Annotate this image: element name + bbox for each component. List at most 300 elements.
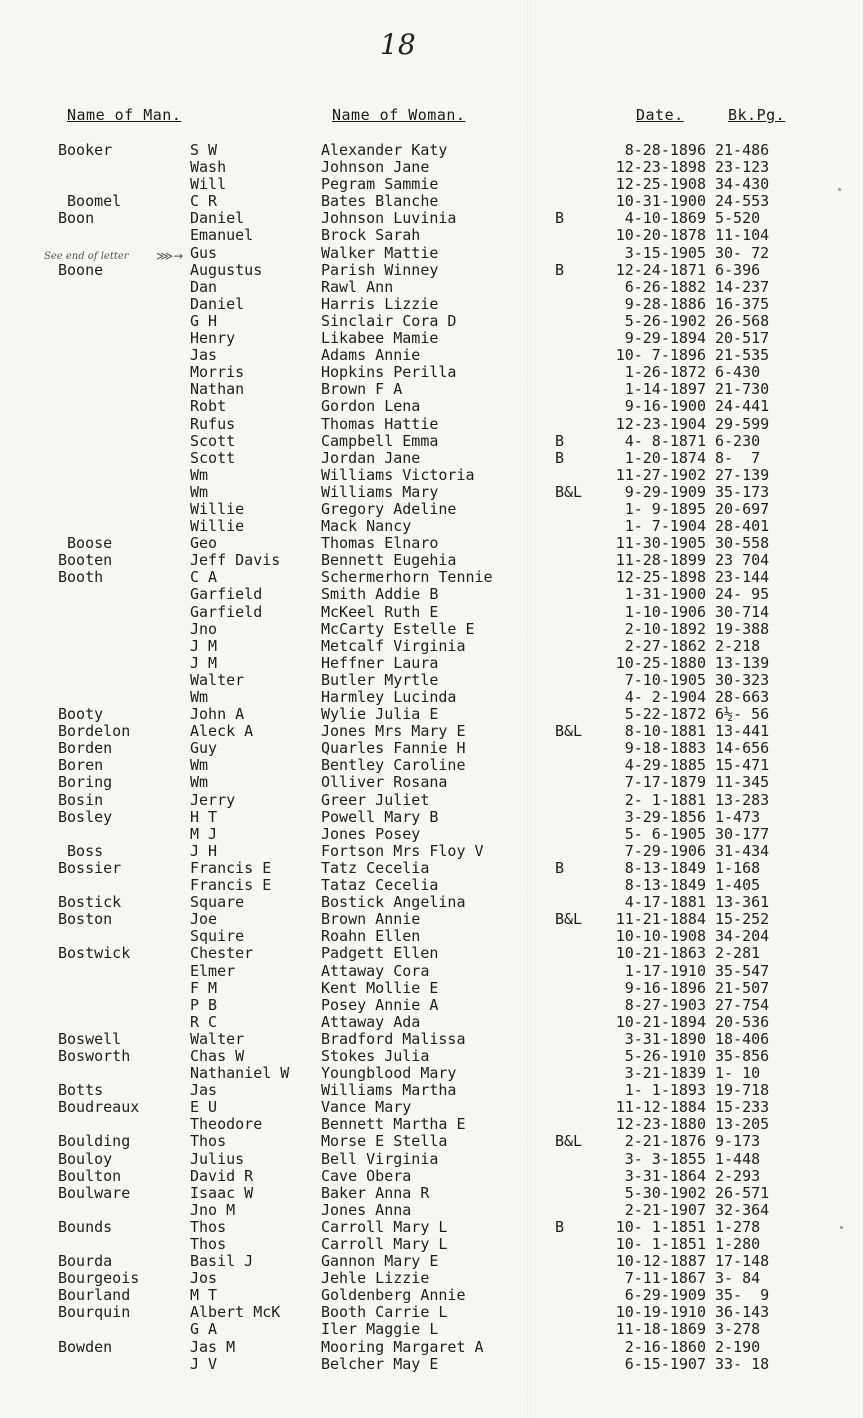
list-item xyxy=(0,245,864,262)
woman-name: Brown F A xyxy=(321,380,403,399)
man-surname: Boulton xyxy=(58,1166,122,1185)
man-given-name: Jeff Davis xyxy=(190,551,281,570)
marriage-date: 9-29-1894 xyxy=(624,329,706,348)
marriage-date: 5-22-1872 xyxy=(624,705,706,724)
woman-name: Bradford Malissa xyxy=(321,1029,466,1048)
marriage-date: 10-20-1878 xyxy=(615,226,706,245)
list-item xyxy=(0,1339,864,1356)
marriage-date: 11-27-1902 xyxy=(615,465,706,484)
race-code: B&L xyxy=(555,1132,583,1151)
man-given-name: Francis E xyxy=(190,858,272,877)
marriage-date: 10-10-1908 xyxy=(615,927,706,946)
marriage-date: 7-11-1867 xyxy=(624,1269,706,1288)
marriage-date: 9-28-1886 xyxy=(624,294,706,313)
man-surname: Bourland xyxy=(58,1286,131,1305)
book-page: 6-396 xyxy=(715,260,761,279)
man-surname: Boring xyxy=(58,773,113,792)
man-surname: Boswell xyxy=(58,1029,122,1048)
man-surname: Bourgeois xyxy=(58,1269,140,1288)
man-surname: Bourquin xyxy=(58,1303,131,1322)
man-given-name: F M xyxy=(190,978,218,997)
woman-name: Fortson Mrs Floy V xyxy=(321,841,484,860)
woman-name: Brown Annie xyxy=(321,910,421,929)
book-page: 23-123 xyxy=(715,158,770,177)
man-given-name: Thos xyxy=(190,1132,227,1151)
woman-name: Bennett Eugehia xyxy=(321,551,457,570)
marriage-date: 3-31-1864 xyxy=(624,1166,706,1185)
marriage-date: 3-31-1890 xyxy=(624,1029,706,1048)
man-given-name: Willie xyxy=(190,517,245,536)
man-surname: Boudreaux xyxy=(58,1098,140,1117)
woman-name: Brock Sarah xyxy=(321,226,421,245)
marriage-date: 5-30-1902 xyxy=(624,1183,706,1202)
race-code: B&L xyxy=(555,910,583,929)
woman-name: Smith Addie B xyxy=(321,585,439,604)
marriage-date: 8-13-1849 xyxy=(624,876,706,895)
man-surname: Bordelon xyxy=(58,722,131,741)
book-page: 1-280 xyxy=(715,1235,761,1253)
book-page: 5-520 xyxy=(715,209,761,228)
book-page: 24-553 xyxy=(715,192,770,211)
woman-name: Harmley Lucinda xyxy=(321,688,457,706)
man-given-name: Jno M xyxy=(190,1200,236,1219)
man-given-name: Willie xyxy=(190,499,245,518)
man-given-name: J M xyxy=(190,653,218,672)
list-item xyxy=(0,963,864,980)
man-given-name: P B xyxy=(190,995,218,1014)
marriage-date: 2-16-1860 xyxy=(624,1337,706,1356)
book-page: 21-507 xyxy=(715,978,770,997)
list-item xyxy=(0,193,864,210)
marriage-date: 7-29-1906 xyxy=(624,841,706,860)
man-surname: Booten xyxy=(58,551,113,570)
marriage-date: 3-29-1856 xyxy=(624,807,706,826)
woman-name: Carroll Mary L xyxy=(321,1217,448,1236)
man-given-name: Augustus xyxy=(190,260,263,279)
man-surname: Boon xyxy=(58,209,95,228)
book-page: 14-237 xyxy=(715,277,770,296)
woman-name: McKeel Ruth E xyxy=(321,602,439,621)
list-item xyxy=(0,723,864,740)
book-page: 27-754 xyxy=(715,995,770,1014)
man-given-name: Gus xyxy=(190,243,218,262)
woman-name: Metcalf Virginia xyxy=(321,636,466,655)
book-page: 32-364 xyxy=(715,1200,770,1219)
man-given-name: Jas xyxy=(190,1081,218,1100)
woman-name: Carroll Mary L xyxy=(321,1235,448,1253)
list-item xyxy=(0,552,864,569)
book-page: 30- 72 xyxy=(715,243,770,262)
book-page: 17-148 xyxy=(715,1252,770,1271)
marriage-date: 1-10-1906 xyxy=(624,602,706,621)
header-name-of-man: Name of Man. xyxy=(67,106,182,124)
list-item xyxy=(0,997,864,1014)
list-item xyxy=(0,1065,864,1082)
list-item xyxy=(0,1099,864,1116)
man-surname: Botts xyxy=(58,1081,104,1100)
man-given-name: Jerry xyxy=(190,790,236,809)
book-page: 35- 9 xyxy=(715,1286,770,1305)
man-surname: Bounds xyxy=(58,1217,113,1236)
list-item xyxy=(0,296,864,313)
book-page: 2-281 xyxy=(715,944,761,963)
book-page: 2-293 xyxy=(715,1166,761,1185)
marriage-date: 4- 8-1871 xyxy=(624,431,706,450)
list-item xyxy=(0,467,864,484)
woman-name: Johnson Jane xyxy=(321,158,430,177)
race-code: B xyxy=(555,858,565,877)
man-given-name: Wm xyxy=(190,773,209,792)
man-surname: Booker xyxy=(58,141,113,159)
book-page: 8- 7 xyxy=(715,448,761,467)
woman-name: Butler Myrtle xyxy=(321,670,439,689)
list-item xyxy=(0,450,864,467)
list-item xyxy=(0,330,864,347)
book-page: 16-375 xyxy=(715,294,770,313)
woman-name: Jordan Jane xyxy=(321,448,421,467)
woman-name: Gregory Adeline xyxy=(321,499,457,518)
man-given-name: Squire xyxy=(190,927,245,946)
man-given-name: Henry xyxy=(190,329,236,348)
woman-name: Attaway Cora xyxy=(321,961,430,980)
race-code: B&L xyxy=(555,722,583,741)
marriage-date: 12-24-1871 xyxy=(615,260,706,279)
book-page: 20-536 xyxy=(715,1012,770,1031)
man-given-name: Wm xyxy=(190,482,209,501)
man-given-name: C A xyxy=(190,568,218,587)
list-item xyxy=(0,1082,864,1099)
marriage-date: 3- 3-1855 xyxy=(624,1149,706,1168)
book-page: 11-104 xyxy=(715,226,770,245)
list-item xyxy=(0,843,864,860)
book-page: 14-656 xyxy=(715,739,770,758)
woman-name: Tataz Cecelia xyxy=(321,876,439,895)
book-page: 24- 95 xyxy=(715,585,770,604)
book-page: 9-173 xyxy=(715,1132,761,1151)
man-given-name: R C xyxy=(190,1012,218,1031)
book-page: 21-535 xyxy=(715,346,770,365)
list-item xyxy=(0,1287,864,1304)
marriage-date: 9-16-1900 xyxy=(624,397,706,416)
list-item xyxy=(0,689,864,706)
book-page: 36-143 xyxy=(715,1303,770,1322)
woman-name: Posey Annie A xyxy=(321,995,439,1014)
marriage-date: 1-26-1872 xyxy=(624,363,706,382)
race-code: B xyxy=(555,209,565,228)
woman-name: Bentley Caroline xyxy=(321,756,466,775)
man-given-name: Geo xyxy=(190,534,218,553)
man-given-name: Thos xyxy=(190,1235,227,1253)
man-given-name: Nathaniel W xyxy=(190,1064,290,1083)
list-item xyxy=(0,860,864,877)
marriage-date: 11-30-1905 xyxy=(615,534,706,553)
woman-name: Rawl Ann xyxy=(321,277,394,296)
marriage-date: 10-21-1863 xyxy=(615,944,706,963)
marriage-date: 12-25-1898 xyxy=(615,568,706,587)
woman-name: Williams Mary xyxy=(321,482,439,501)
marriage-date: 10-19-1910 xyxy=(615,1303,706,1322)
woman-name: Greer Juliet xyxy=(321,790,430,809)
list-item xyxy=(0,672,864,689)
list-item xyxy=(0,142,864,159)
woman-name: Jones Anna xyxy=(321,1200,412,1219)
book-page: 27-139 xyxy=(715,465,770,484)
marriage-date: 12-23-1880 xyxy=(615,1115,706,1134)
marriage-date: 8-28-1896 xyxy=(624,141,706,159)
list-item xyxy=(0,1236,864,1253)
marriage-date: 10-12-1887 xyxy=(615,1252,706,1271)
marriage-date: 3-21-1839 xyxy=(624,1064,706,1083)
arrow-icon: ⋙→ xyxy=(156,249,184,263)
marriage-date: 2-10-1892 xyxy=(624,619,706,638)
marriage-date: 5-26-1910 xyxy=(624,1046,706,1065)
list-item xyxy=(0,1014,864,1031)
book-page: 19-718 xyxy=(715,1081,770,1100)
woman-name: Jones Mrs Mary E xyxy=(321,722,466,741)
woman-name: McCarty Estelle E xyxy=(321,619,475,638)
list-item xyxy=(0,381,864,398)
list-item xyxy=(0,894,864,911)
book-page: 13-361 xyxy=(715,893,770,912)
book-page: 30-558 xyxy=(715,534,770,553)
woman-name: Mooring Margaret A xyxy=(321,1337,484,1356)
man-given-name: Dan xyxy=(190,277,218,296)
marriage-date: 10- 1-1851 xyxy=(615,1217,706,1236)
marriage-records-list xyxy=(0,142,864,1373)
man-surname: Bosley xyxy=(58,807,113,826)
marriage-date: 6-15-1907 xyxy=(624,1354,706,1373)
man-given-name: Scott xyxy=(190,448,236,467)
marriage-date: 8-13-1849 xyxy=(624,858,706,877)
woman-name: Pegram Sammie xyxy=(321,175,439,194)
marriage-date: 3-15-1905 xyxy=(624,243,706,262)
marriage-date: 1-20-1874 xyxy=(624,448,706,467)
marriage-date: 1- 1-1893 xyxy=(624,1081,706,1100)
woman-name: Thomas Hattie xyxy=(321,414,439,433)
list-item xyxy=(0,792,864,809)
scan-speck xyxy=(838,188,841,191)
book-page: 20-517 xyxy=(715,329,770,348)
woman-name: Bates Blanche xyxy=(321,192,439,211)
man-given-name: Thos xyxy=(190,1217,227,1236)
marriage-date: 4-29-1885 xyxy=(624,756,706,775)
book-page: 3-278 xyxy=(715,1320,761,1339)
man-given-name: Garfield xyxy=(190,602,263,621)
woman-name: Jones Posey xyxy=(321,824,421,843)
list-item xyxy=(0,535,864,552)
woman-name: Roahn Ellen xyxy=(321,927,421,946)
man-surname: Boren xyxy=(58,756,104,775)
woman-name: Gordon Lena xyxy=(321,397,421,416)
marriage-date: 8-27-1903 xyxy=(624,995,706,1014)
list-item xyxy=(0,1321,864,1338)
man-surname: Bowden xyxy=(58,1337,113,1356)
book-page: 35-547 xyxy=(715,961,770,980)
man-surname: Booth xyxy=(58,568,104,587)
woman-name: Bennett Martha E xyxy=(321,1115,466,1134)
book-page: 15-471 xyxy=(715,756,770,775)
man-given-name: Aleck A xyxy=(190,722,254,741)
man-surname: Boss xyxy=(58,841,104,860)
book-page: 35-173 xyxy=(715,482,770,501)
book-page: 6-430 xyxy=(715,363,761,382)
marriage-date: 12-23-1898 xyxy=(615,158,706,177)
list-item xyxy=(0,159,864,176)
marriage-date: 5-26-1902 xyxy=(624,311,706,330)
marriage-date: 1- 9-1895 xyxy=(624,499,706,518)
man-given-name: Garfield xyxy=(190,585,263,604)
list-item xyxy=(0,1031,864,1048)
list-item xyxy=(0,484,864,501)
woman-name: Williams Victoria xyxy=(321,465,475,484)
marriage-date: 5- 6-1905 xyxy=(624,824,706,843)
book-page: 34-204 xyxy=(715,927,770,946)
man-given-name: Julius xyxy=(190,1149,245,1168)
marriage-date: 1- 7-1904 xyxy=(624,517,706,536)
man-given-name: Square xyxy=(190,893,245,912)
book-page: 28-401 xyxy=(715,517,770,536)
book-page: 13-205 xyxy=(715,1115,770,1134)
man-given-name: J M xyxy=(190,636,218,655)
book-page: 1-405 xyxy=(715,876,761,895)
man-given-name: C R xyxy=(190,192,218,211)
list-item xyxy=(0,262,864,279)
marriage-date: 8-10-1881 xyxy=(624,722,706,741)
man-given-name: Walter xyxy=(190,1029,245,1048)
list-item xyxy=(0,911,864,928)
book-page: 1-473 xyxy=(715,807,761,826)
list-item xyxy=(0,210,864,227)
book-page: 34-430 xyxy=(715,175,770,194)
book-page: 29-599 xyxy=(715,414,770,433)
man-given-name: E U xyxy=(190,1098,218,1117)
man-given-name: Walter xyxy=(190,670,245,689)
man-surname: Boston xyxy=(58,910,113,929)
woman-name: Wylie Julia E xyxy=(321,705,439,724)
man-given-name: Chas W xyxy=(190,1046,245,1065)
list-item xyxy=(0,928,864,945)
marriage-date: 10-25-1880 xyxy=(615,653,706,672)
woman-name: Johnson Luvinia xyxy=(321,209,457,228)
list-item xyxy=(0,569,864,586)
marriage-date: 12-23-1904 xyxy=(615,414,706,433)
book-page: 13-283 xyxy=(715,790,770,809)
list-item xyxy=(0,586,864,603)
man-surname: Booty xyxy=(58,705,104,724)
marriage-date: 4-17-1881 xyxy=(624,893,706,912)
list-item xyxy=(0,809,864,826)
woman-name: Morse E Stella xyxy=(321,1132,448,1151)
race-code: B xyxy=(555,260,565,279)
man-given-name: Scott xyxy=(190,431,236,450)
book-page: 2-190 xyxy=(715,1337,761,1356)
man-given-name: Morris xyxy=(190,363,245,382)
book-page: 20-697 xyxy=(715,499,770,518)
book-page: 13-139 xyxy=(715,653,770,672)
woman-name: Alexander Katy xyxy=(321,141,448,159)
man-given-name: Emanuel xyxy=(190,226,254,245)
marriage-date: 10- 1-1851 xyxy=(615,1235,706,1253)
list-item xyxy=(0,227,864,244)
woman-name: Quarles Fannie H xyxy=(321,739,466,758)
woman-name: Heffner Laura xyxy=(321,653,439,672)
book-page: 1-168 xyxy=(715,858,761,877)
woman-name: Cave Obera xyxy=(321,1166,412,1185)
woman-name: Mack Nancy xyxy=(321,517,412,536)
woman-name: Attaway Ada xyxy=(321,1012,421,1031)
list-item xyxy=(0,621,864,638)
list-item xyxy=(0,740,864,757)
man-surname: Bostick xyxy=(58,893,122,912)
man-surname: Bourda xyxy=(58,1252,113,1271)
list-item xyxy=(0,1219,864,1236)
marriage-date: 11-21-1884 xyxy=(615,910,706,929)
list-item xyxy=(0,1048,864,1065)
see-end-of-letter-note: See end of letter xyxy=(44,251,129,262)
book-page: 31-434 xyxy=(715,841,770,860)
marriage-date: 4- 2-1904 xyxy=(624,688,706,706)
marriage-date: 2-21-1907 xyxy=(624,1200,706,1219)
man-given-name: John A xyxy=(190,705,245,724)
book-page: 18-406 xyxy=(715,1029,770,1048)
header-name-of-woman: Name of Woman. xyxy=(332,106,466,124)
woman-name: Kent Mollie E xyxy=(321,978,439,997)
list-item xyxy=(0,1133,864,1150)
book-page: 1-278 xyxy=(715,1217,761,1236)
list-item xyxy=(0,638,864,655)
marriage-date: 9-18-1883 xyxy=(624,739,706,758)
man-surname: Boulware xyxy=(58,1183,131,1202)
list-item xyxy=(0,1116,864,1133)
marriage-date: 6-29-1909 xyxy=(624,1286,706,1305)
woman-name: Youngblood Mary xyxy=(321,1064,457,1083)
man-given-name: Robt xyxy=(190,397,227,416)
list-item xyxy=(0,1202,864,1219)
man-given-name: Theodore xyxy=(190,1115,263,1134)
marriage-date: 11-28-1899 xyxy=(615,551,706,570)
marriage-date: 2-21-1876 xyxy=(624,1132,706,1151)
list-item xyxy=(0,1151,864,1168)
man-given-name: Albert McK xyxy=(190,1303,281,1322)
man-given-name: G H xyxy=(190,311,218,330)
man-given-name: Daniel xyxy=(190,209,245,228)
woman-name: Sinclair Cora D xyxy=(321,311,457,330)
woman-name: Parish Winney xyxy=(321,260,439,279)
list-item xyxy=(0,433,864,450)
list-item xyxy=(0,416,864,433)
book-page: 30-323 xyxy=(715,670,770,689)
woman-name: Iler Maggie L xyxy=(321,1320,439,1339)
marriage-date: 6-26-1882 xyxy=(624,277,706,296)
list-item xyxy=(0,774,864,791)
book-page: 30-177 xyxy=(715,824,770,843)
woman-name: Likabee Mamie xyxy=(321,329,439,348)
book-page: 23-144 xyxy=(715,568,770,587)
list-item xyxy=(0,757,864,774)
woman-name: Campbell Emma xyxy=(321,431,439,450)
woman-name: Booth Carrie L xyxy=(321,1303,448,1322)
man-surname: Bossier xyxy=(58,858,122,877)
list-item xyxy=(0,877,864,894)
list-item xyxy=(0,706,864,723)
woman-name: Hopkins Perilla xyxy=(321,363,457,382)
man-surname: Bostwick xyxy=(58,944,131,963)
woman-name: Williams Martha xyxy=(321,1081,457,1100)
book-page: 33- 18 xyxy=(715,1354,770,1373)
man-given-name: S W xyxy=(190,141,218,159)
man-given-name: Daniel xyxy=(190,294,245,313)
man-given-name: Jos xyxy=(190,1269,218,1288)
